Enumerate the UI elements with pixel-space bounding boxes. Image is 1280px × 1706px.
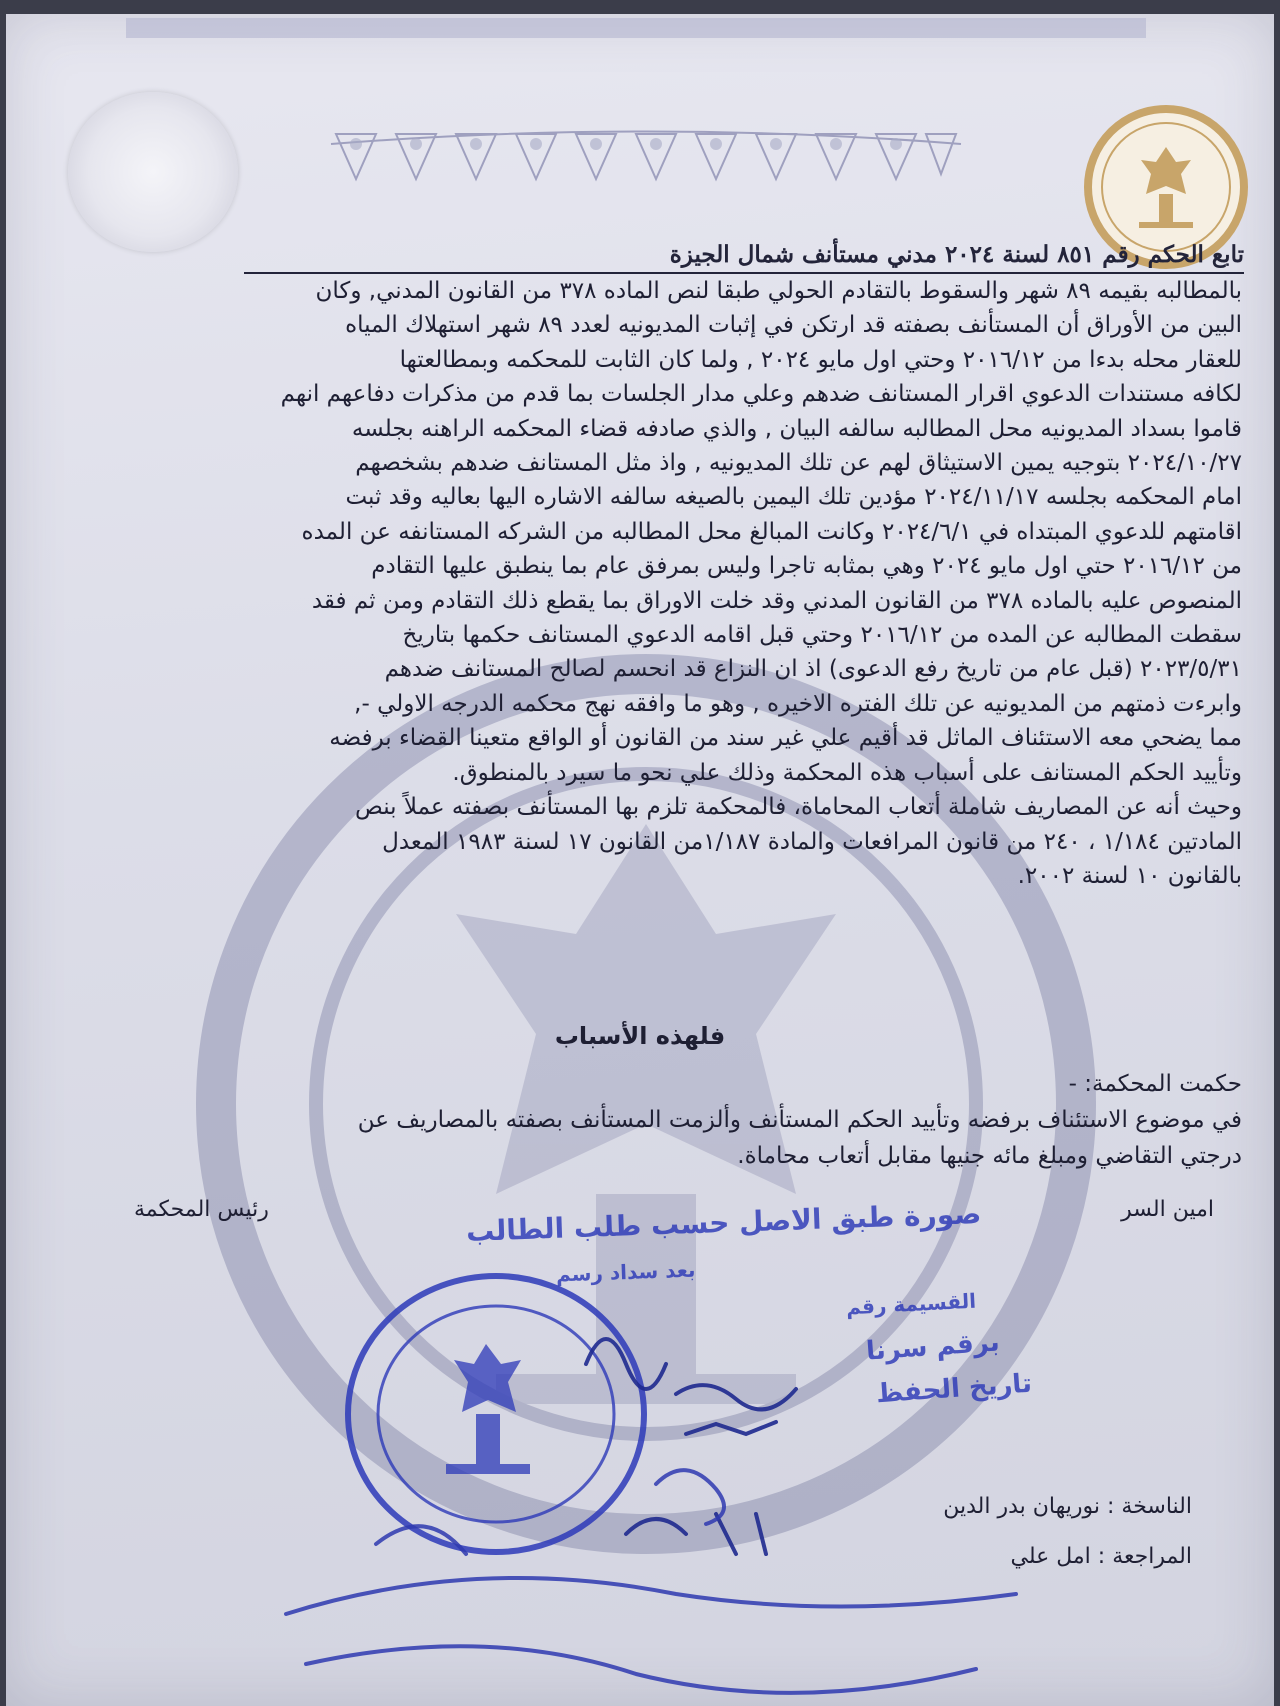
signature-row [134, 1197, 1214, 1237]
verdict-line: درجتي التقاضي ومبلغ مائه جنيها مقابل أتعاب محاماة. [737, 1143, 1242, 1169]
verdict-line: في موضوع الاستئناف برفضه وتأييد الحكم المستأنف وألزمت المستأنف بصفته بالمصاريف عن [357, 1107, 1242, 1133]
ornament-border [326, 114, 966, 194]
secretary-signature-label: امين السر [1121, 1197, 1214, 1222]
body-line: للعقار محله بدءا من ٢٠١٦/١٢ وحتي اول مايو ٢٠٢٤ , ولما كان الثابت للمحكمه وبمطالعتها [399, 346, 1242, 373]
judgment-body [62, 274, 1242, 893]
body-line: لكافه مستندات الدعوي اقرار المستانف ضدهم وعلي مدار الجلسات بما قدم من مذكرات دفاعهم انهم [280, 381, 1242, 408]
body-line: اقامتهم للدعوي المبتداه في ٢٠٢٤/٦/١ وكانت المبالغ محل المطالبه من الشركه المستانفه عن المده [301, 518, 1242, 545]
copyist-name: الناسخة : نوريهان بدر الدين [943, 1494, 1192, 1519]
reasons-heading: فلهذه الأسباب [554, 1022, 726, 1050]
document-page [6, 14, 1274, 1706]
body-line: قاموا بسداد المديونيه محل المطالبه سالفه البيان , والذي صادفه قضاء المحكمه الراهنه بجلسه [351, 415, 1242, 442]
reviewer-name: المراجعة : امل علي [1010, 1544, 1192, 1569]
body-line: من ٢٠١٦/١٢ حتي اول مايو ٢٠٢٤ وهي بمثابه تاجرا وليس بمرفق عام بما ينطبق عليها التقادم [371, 553, 1242, 580]
verdict-section [52, 1066, 1242, 1174]
body-line: سقطت المطالبه عن المده من ٢٠١٦/١٢ وحتي قبل اقامه الدعوي المستانف حكمها بتاريخ [402, 622, 1242, 649]
handwritten-scribble [276, 1444, 1036, 1706]
body-line: البين من الأوراق أن المستأنف بصفته قد ارتكن في إثبات المديونيه لعدد ٨٩ شهر استهلاك المياه [345, 312, 1242, 339]
body-line: وابرءت ذمتهم من المديونيه عن تلك الفتره الاخيره , وهو ما وافقه نهج محكمه الدرجه الاولي -, [354, 690, 1242, 717]
judgment-header: تابع الحكم رقم ٨٥١ لسنة ٢٠٢٤ مدني مستأنف شمال الجيزة [244, 240, 1244, 274]
body-line: بالقانون ١٠ لسنة ٢٠٠٢. [1017, 862, 1242, 889]
body-line: امام المحكمه بجلسه ٢٠٢٤/١١/١٧ مؤدين تلك اليمين بالصيغه سالفه الاشاره اليها بعاليه وقد ثبت [345, 484, 1242, 511]
body-line: المنصوص عليه بالماده ٣٧٨ من القانون المدني وقد خلت الاوراق بما يقطع ذلك التقادم ومن ثم فقد [311, 587, 1242, 614]
body-line: وتأييد الحكم المستانف على أسباب هذه المحكمة وذلك علي نحو ما سيرد بالمنطوق. [452, 759, 1242, 786]
stamp-after-fee: بعد سداد رسم [555, 1257, 696, 1287]
body-line: المادتين ١/١٨٤ ، ٢٤٠ من قانون المرافعات والمادة ١/١٨٧من القانون ١٧ لسنة ١٩٨٣ المعدل [382, 828, 1242, 855]
stamp-filing-date: تاريخ الحفظ [875, 1368, 1033, 1410]
body-line: مما يضحي معه الاستئناف الماثل قد أقيم علي غير سند من القانون أو الواقع متعينا القضاء برفضه [329, 725, 1242, 752]
top-band [126, 18, 1146, 38]
body-line: ٢٠٢٤/١٠/٢٧ بتوجيه يمين الاستيثاق لهم عن تلك المديونيه , واذ مثل المستانف ضدهم بشخصهم [355, 450, 1242, 477]
verdict-line: حكمت المحكمة: - [1068, 1071, 1242, 1097]
president-signature-label: رئيس المحكمة [134, 1197, 269, 1222]
body-line: وحيث أنه عن المصاريف شاملة أتعاب المحاماة، فالمحكمة تلزم بها المستأنف بصفته عملاً بنص [355, 794, 1242, 821]
stamp-receipt-number: القسيمة رقم [845, 1288, 977, 1320]
stamp-certified-copy: صورة طبق الاصل حسب طلب الطالب [465, 1197, 982, 1248]
stamp-secret-number: برقم سرنا [865, 1327, 1001, 1367]
body-line: ٢٠٢٣/٥/٣١ (قبل عام من تاريخ رفع الدعوى) اذ ان النزاع قد انحسم لصالح المستانف ضدهم [384, 656, 1242, 683]
embossed-seal-icon [68, 92, 238, 252]
body-line: بالمطالبه بقيمه ٨٩ شهر والسقوط بالتقادم الحولي طبقا لنص الماده ٣٧٨ من القانون المدني, وكان [315, 278, 1242, 304]
